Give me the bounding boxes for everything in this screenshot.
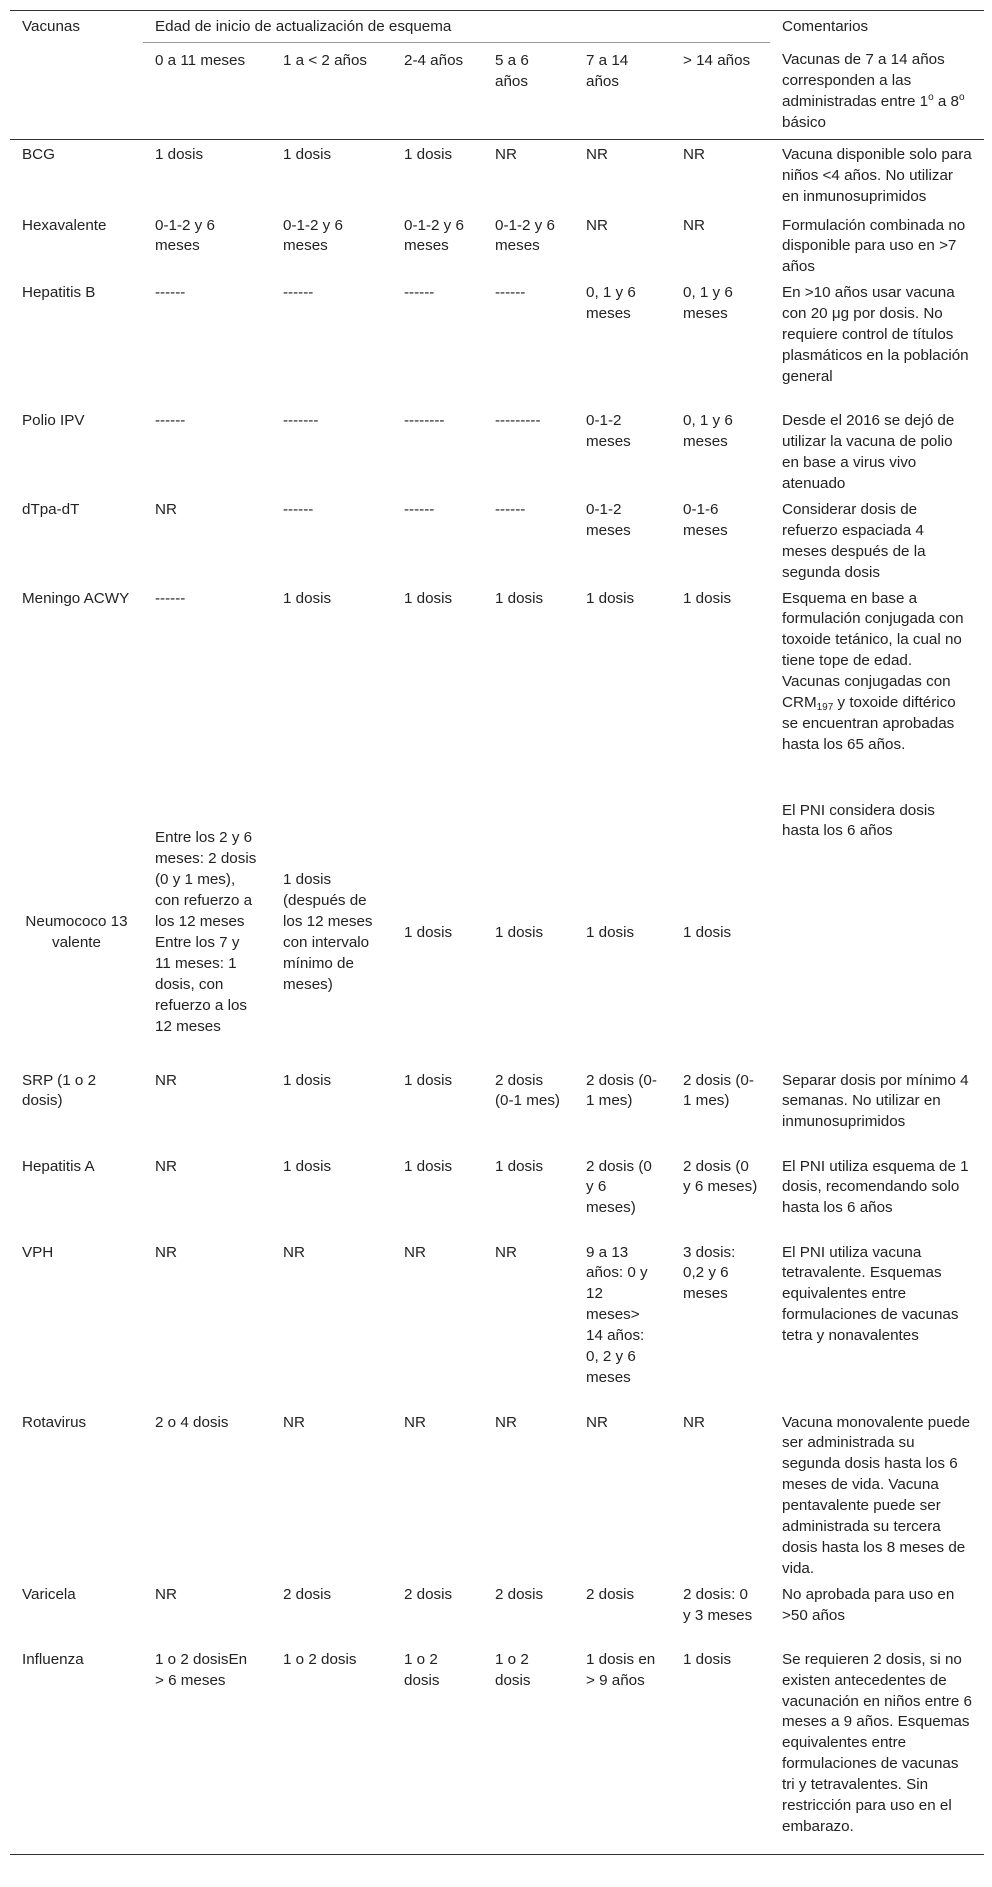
vaccine-schedule-table xyxy=(10,10,984,1855)
table-cell: 9 a 13 años: 0 y 12 meses> 14 años: 0, 2 y 6 meses xyxy=(586,1243,648,1386)
table-cell: ------ xyxy=(495,284,526,302)
table-cell: 0, 1 y 6 meses xyxy=(683,412,733,451)
superscript: o xyxy=(958,92,965,104)
comment-cell: Desde el 2016 se dejó de utilizar la vacuna de polio en base a virus vivo atenuado xyxy=(782,412,955,492)
table-cell: 0-1-2 y 6 meses xyxy=(495,216,555,255)
table-cell: NR xyxy=(683,1413,705,1431)
superscript: o xyxy=(928,92,934,104)
table-row xyxy=(10,1238,984,1408)
table-row xyxy=(10,584,984,796)
table-row xyxy=(10,1066,984,1152)
table-cell: NR xyxy=(495,1413,517,1431)
vaccine-name: Rotavirus xyxy=(22,1413,87,1431)
table-cell: 2 dosis xyxy=(283,1585,332,1603)
table-cell: 1 dosis (después de los 12 meses con intervalo mínimo de meses) xyxy=(283,871,373,993)
table-cell: ------ xyxy=(404,500,435,518)
table-row xyxy=(10,140,984,211)
vaccine-name: Neumococo 13 valente xyxy=(25,913,128,951)
table-cell: 0, 1 y 6 meses xyxy=(586,284,636,323)
col-header-edad: Edad de inicio de actualización de esquema xyxy=(143,11,770,43)
table-cell: 2 dosis (0-1 mes) xyxy=(683,1071,754,1110)
table-cell: NR xyxy=(495,1243,517,1261)
table-cell: 2 dosis (0-1 mes) xyxy=(495,1071,560,1110)
comment-cell: Considerar dosis de refuerzo espaciada 4 meses después de la segunda dosis xyxy=(782,500,926,581)
age-group-header: 1 a < 2 años xyxy=(271,42,392,139)
table-cell: 1 dosis xyxy=(404,146,453,164)
table-row xyxy=(10,406,984,495)
comment-cell: Formulación combinada no disponible para uso en >7 años xyxy=(782,216,966,276)
table-cell: 1 dosis xyxy=(283,1157,332,1175)
table-cell: ------ xyxy=(155,412,186,430)
subscript: 197 xyxy=(816,702,834,714)
table-row xyxy=(10,796,984,1066)
table-cell: 1 o 2 dosisEn > 6 meses xyxy=(143,1645,271,1855)
vaccine-name: Hepatitis A xyxy=(22,1157,95,1175)
table-cell: NR xyxy=(155,1585,177,1603)
table-cell: ------ xyxy=(283,284,314,302)
table-cell: NR xyxy=(283,1413,305,1431)
col-header-vacunas: Vacunas xyxy=(10,11,143,43)
table-cell: NR xyxy=(683,146,705,164)
table-cell: 1 dosis xyxy=(495,589,544,607)
table-cell: ------ xyxy=(283,500,314,518)
table-cell: 2 dosis (0 y 6 meses) xyxy=(683,1157,758,1196)
table-cell: 1 dosis xyxy=(283,146,332,164)
age-group-header: > 14 años xyxy=(671,42,770,139)
table-cell: 1 dosis xyxy=(683,923,732,941)
vaccine-name: Meningo ACWY xyxy=(22,589,130,607)
table-cell: NR xyxy=(155,1071,177,1089)
comment-cell: Separar dosis por mínimo 4 semanas. No utilizar en inmunosuprimidos xyxy=(782,1071,969,1131)
table-cell: NR xyxy=(495,146,517,164)
table-cell: --------- xyxy=(495,412,541,430)
age-group-header: 2-4 años xyxy=(392,42,483,139)
age-group-header: 5 a 6 años xyxy=(483,42,574,139)
table-cell: 1 dosis xyxy=(586,589,635,607)
comment-cell: Vacuna monovalente puede ser administrada su segunda dosis hasta los 6 meses de vida. Vacuna pentavalente puede ser administrada su tercera dosis hasta los 8 meses de vida. xyxy=(782,1413,971,1577)
table-cell: 2 dosis: 0 y 3 meses xyxy=(683,1585,753,1624)
table-cell: 0-1-2 y 6 meses xyxy=(283,216,343,255)
table-cell: 1 dosis xyxy=(586,923,635,941)
comment-text: y toxoide diftérico se encuentran aprobadas hasta los 65 años. xyxy=(782,694,956,753)
col-header-comentarios: Comentarios xyxy=(770,11,984,43)
table-cell: 3 dosis: 0,2 y 6 meses xyxy=(683,1243,736,1303)
comment-text: Esquema en base a formulación conjugada con toxoide tetánico, la cual no tiene tope de edad. Vacunas conjugadas con CRM xyxy=(782,589,964,712)
table-cell: 1 o 2 dosis xyxy=(392,1645,483,1855)
cell-text: Entre los 2 y 6 meses: 2 dosis (0 y 1 mes), con refuerzo a los 12 meses xyxy=(155,829,257,931)
comment-cell: El PNI considera dosis hasta los 6 años xyxy=(782,801,935,840)
table-cell: ------ xyxy=(404,284,435,302)
table-cell: 1 o 2 dosis xyxy=(271,1645,392,1855)
table-cell: 2 dosis (0-1 mes) xyxy=(586,1071,657,1110)
table-cell: 0, 1 y 6 meses xyxy=(683,284,733,323)
table-row xyxy=(10,1152,984,1238)
age-group-header: 7 a 14 años xyxy=(574,42,671,139)
table-cell: NR xyxy=(586,216,608,234)
comment-cell: Vacuna disponible solo para niños <4 años. No utilizar en inmunosuprimidos xyxy=(782,146,972,205)
table-cell: -------- xyxy=(404,412,445,430)
age-group-header-row xyxy=(10,42,984,139)
table-cell: 0-1-2 y 6 meses xyxy=(155,216,215,255)
table-row xyxy=(10,1645,984,1855)
table-cell: 0-1-2 y 6 meses xyxy=(404,216,464,255)
table-cell: ------- xyxy=(283,412,319,430)
table-cell: 1 dosis en > 9 años xyxy=(574,1645,671,1855)
table-cell: NR xyxy=(155,1157,177,1175)
comment-note-text: Vacunas de 7 a 14 años corresponden a las administradas entre 1 xyxy=(782,51,945,111)
comment-note-header xyxy=(770,42,984,139)
table-row xyxy=(10,1580,984,1645)
table-cell: NR xyxy=(155,500,177,518)
table-cell: 2 dosis xyxy=(586,1585,635,1603)
table-row xyxy=(10,278,984,406)
vaccine-name: Hexavalente xyxy=(22,216,107,234)
table-cell: NR xyxy=(404,1413,426,1431)
table-cell: 1 dosis xyxy=(283,589,332,607)
table-cell: ------ xyxy=(495,500,526,518)
cell-text: Entre los 7 y 11 meses: 1 dosis, con refuerzo a los 12 meses xyxy=(155,934,248,1035)
table-cell: 0-1-2 meses xyxy=(586,500,631,539)
vaccine-name: Influenza xyxy=(10,1645,143,1855)
table-cell: 1 dosis xyxy=(404,923,453,941)
table-cell: 1 dosis xyxy=(404,589,453,607)
header-empty-cell xyxy=(10,42,143,139)
table-cell: 2 dosis (0 y 6 meses) xyxy=(586,1157,652,1217)
table-container xyxy=(10,10,984,1855)
header-row xyxy=(10,11,984,43)
table-cell: 0-1-2 meses xyxy=(586,412,631,451)
vaccine-name: Polio IPV xyxy=(22,412,85,430)
comment-cell: El PNI utiliza esquema de 1 dosis, recomendando solo hasta los 6 años xyxy=(782,1157,969,1217)
table-cell: NR xyxy=(586,1413,608,1431)
table-cell: 0-1-6 meses xyxy=(683,500,728,539)
table-cell: 1 dosis xyxy=(683,589,732,607)
table-cell: NR xyxy=(683,216,705,234)
table-cell: 1 dosis xyxy=(404,1157,453,1175)
table-cell: 2 dosis xyxy=(495,1585,544,1603)
table-cell: 2 o 4 dosis xyxy=(155,1413,229,1431)
table-cell: ------ xyxy=(155,589,186,607)
table-cell: 1 dosis xyxy=(283,1071,332,1089)
vaccine-name: Varicela xyxy=(22,1585,76,1603)
vaccine-name: VPH xyxy=(22,1243,54,1261)
age-group-header: 0 a 11 meses xyxy=(143,42,271,139)
comment-cell: En >10 años usar vacuna con 20 μg por dosis. No requiere control de títulos plasmáticos en la población general xyxy=(782,284,969,385)
table-cell: 2 dosis xyxy=(404,1585,453,1603)
comment-note-text: básico xyxy=(782,114,826,132)
table-cell: 1 dosis xyxy=(155,146,204,164)
table-cell: NR xyxy=(586,146,608,164)
vaccine-name: SRP (1 o 2 dosis) xyxy=(22,1071,97,1110)
comment-cell: Se requieren 2 dosis, si no existen antecedentes de vacunación en niños entre 6 meses a 9 años. Esquemas equivalentes entre formulaciones de vacunas tri y tetravalentes. Sin restricción para uso en el embarazo. xyxy=(770,1645,984,1855)
table-cell: 1 dosis xyxy=(671,1645,770,1855)
table-cell: 1 dosis xyxy=(495,1157,544,1175)
table-cell xyxy=(143,796,271,1066)
vaccine-name: Hepatitis B xyxy=(22,284,96,302)
table-cell: NR xyxy=(283,1243,305,1261)
table-row xyxy=(10,1408,984,1580)
table-cell: ------ xyxy=(155,284,186,302)
vaccine-name: BCG xyxy=(22,146,55,164)
table-cell: NR xyxy=(404,1243,426,1261)
comment-cell: El PNI utiliza vacuna tetravalente. Esquemas equivalentes entre formulaciones de vacunas tetra y nonavalentes xyxy=(782,1243,959,1345)
table-cell: 1 o 2 dosis xyxy=(483,1645,574,1855)
table-cell: 1 dosis xyxy=(495,923,544,941)
table-row xyxy=(10,211,984,279)
table-cell: 1 dosis xyxy=(404,1071,453,1089)
table-cell: NR xyxy=(155,1243,177,1261)
comment-note-text: a 8 xyxy=(933,93,959,111)
vaccine-name: dTpa-dT xyxy=(22,500,80,518)
comment-cell xyxy=(770,584,984,796)
table-row xyxy=(10,495,984,584)
comment-cell: No aprobada para uso en >50 años xyxy=(782,1585,955,1624)
